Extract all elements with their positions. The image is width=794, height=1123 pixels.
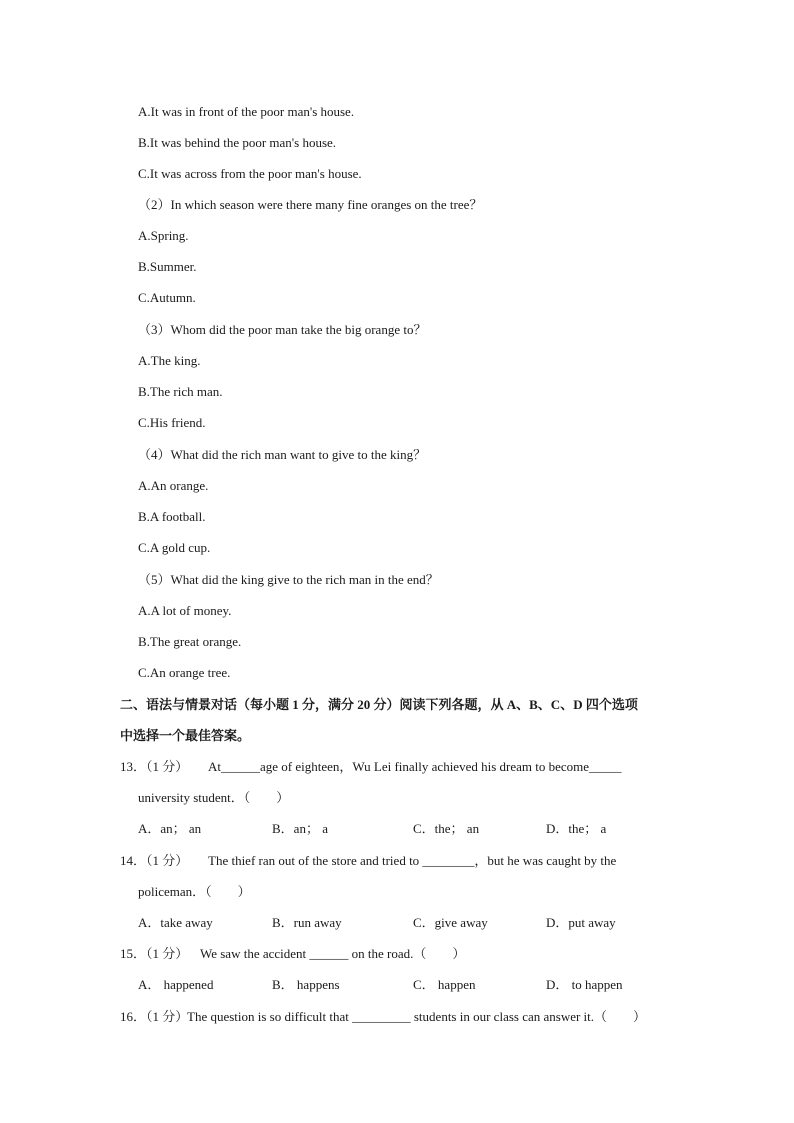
q2-option-c: C.Autumn. <box>138 290 196 305</box>
q16-text: The question is so difficult that _________ students in our class can answer it.（ ） <box>187 1009 647 1024</box>
q14-choice-a: A．take away <box>138 915 213 930</box>
q13-choice-c: C．the； an <box>413 821 480 836</box>
q14-text: The thief ran out of the store and tried to ________，but he was caught by the <box>208 853 617 868</box>
q15-text: We saw the accident ______ on the road.（ ） <box>200 946 466 961</box>
q13-text: At______age of eighteen，Wu Lei finally achieved his dream to become_____ <box>208 759 622 774</box>
q14-text-cont: policeman．（ ） <box>138 884 251 899</box>
q3-question: （3）Whom did the poor man take the big orange to？ <box>138 322 427 337</box>
q2-question: （2）In which season were there many fine oranges on the tree？ <box>138 197 483 212</box>
q3-option-c: C.His friend. <box>138 415 206 430</box>
q5-option-c: C.An orange tree. <box>138 665 231 680</box>
q14-choice-c: C．give away <box>413 915 488 930</box>
q13-text-cont: university student．（ ） <box>138 790 290 805</box>
q2-option-a: A.Spring. <box>138 228 189 243</box>
q13-choice-a: A．an； an <box>138 821 202 836</box>
q3-option-a: A.The king. <box>138 353 201 368</box>
q5-option-a: A.A lot of money. <box>138 603 232 618</box>
q14-choice-b: B．run away <box>272 915 342 930</box>
q3-option-b: B.The rich man. <box>138 384 223 399</box>
q5-option-b: B.The great orange. <box>138 634 242 649</box>
q15-choice-b: B． happens <box>272 977 340 992</box>
q13-choice-b: B．an； a <box>272 821 328 836</box>
section-heading: 二、语法与情景对话（每小题 1 分，满分 20 分）阅读下列各题，从 A、B、C、D 四个选项 <box>120 697 638 712</box>
q15-choice-a: A． happened <box>138 977 214 992</box>
q15-choice-d: D． to happen <box>546 977 623 992</box>
section-heading-cont: 中选择一个最佳答案。 <box>120 728 251 743</box>
q2-option-b: B.Summer. <box>138 259 197 274</box>
q1-option-b: B.It was behind the poor man's house. <box>138 135 337 150</box>
q4-option-c: C.A gold cup. <box>138 540 211 555</box>
q16-number: 16．（1 分） <box>120 1009 189 1024</box>
q1-option-c: C.It was across from the poor man's house. <box>138 166 362 181</box>
q15-choice-c: C． happen <box>413 977 476 992</box>
q13-choice-d: D．the； a <box>546 821 607 836</box>
q4-option-b: B.A football. <box>138 509 206 524</box>
q15-number: 15．（1 分） <box>120 946 189 961</box>
q13-number: 13．（1 分） <box>120 759 189 774</box>
q1-option-a: A.It was in front of the poor man's house. <box>138 104 355 119</box>
q5-question: （5）What did the king give to the rich man in the end？ <box>138 572 439 587</box>
q4-question: （4）What did the rich man want to give to the king？ <box>138 447 427 462</box>
q14-number: 14．（1 分） <box>120 853 189 868</box>
q14-choice-d: D．put away <box>546 915 616 930</box>
q4-option-a: A.An orange. <box>138 478 209 493</box>
